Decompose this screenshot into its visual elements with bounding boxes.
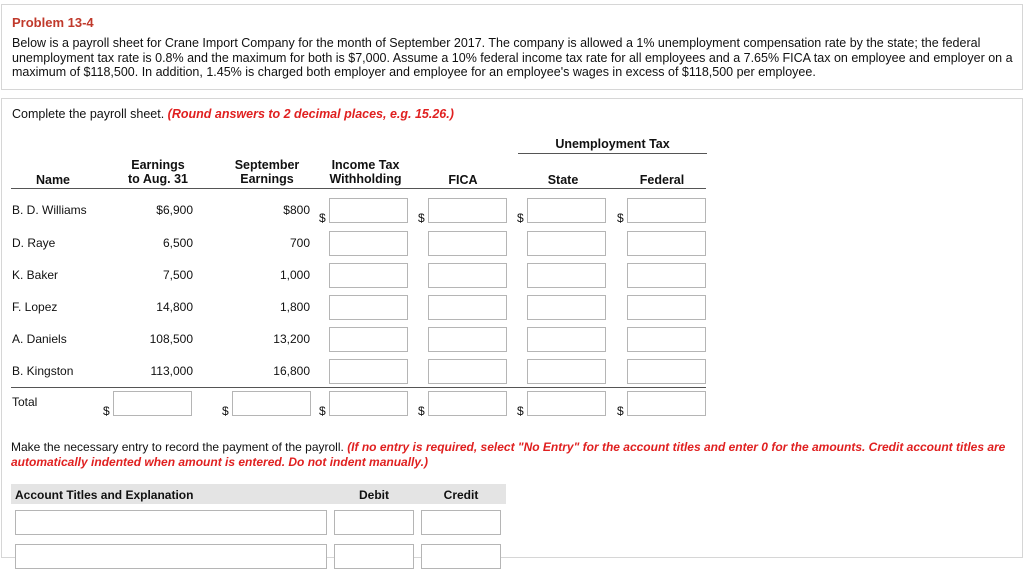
september-header: September Earnings bbox=[234, 158, 300, 186]
currency-symbol: $ bbox=[517, 404, 524, 418]
income-tax-input[interactable] bbox=[329, 295, 408, 320]
fica-header: FICA bbox=[448, 173, 478, 187]
september-earnings: 1,800 bbox=[279, 300, 310, 314]
currency-symbol: $ bbox=[103, 404, 110, 418]
federal-input[interactable] bbox=[627, 359, 706, 384]
instructions-text: Complete the payroll sheet. bbox=[12, 107, 165, 121]
problem-panel bbox=[1, 4, 1023, 90]
currency-symbol: $ bbox=[319, 211, 326, 225]
total-line bbox=[11, 387, 706, 388]
fica-input[interactable] bbox=[428, 359, 507, 384]
group-header-line bbox=[518, 153, 707, 154]
earnings-to-aug-31: 113,000 bbox=[150, 364, 193, 378]
employee-name: F. Lopez bbox=[12, 300, 58, 314]
fica-input[interactable] bbox=[428, 327, 507, 352]
state-input[interactable] bbox=[527, 359, 606, 384]
september-earnings: 13,200 bbox=[273, 332, 310, 346]
earnings-to-aug-31: 108,500 bbox=[149, 332, 193, 346]
currency-symbol: $ bbox=[418, 211, 425, 225]
total-federal-input[interactable] bbox=[627, 391, 706, 416]
earnings-header: Earnings to Aug. 31 bbox=[128, 158, 188, 186]
problem-description: Below is a payroll sheet for Crane Import Company for the month of September 2017. The company is allowed a 1% unemployment compensation rate by the state; the federal unemployment tax rate is 0.8% and the maximum for both is $7,000. Assume a 10% federal income tax rate for all employees and a 7.65% FICA tax on employee and employer on a maximum of $118,500. In addition, 1.45% is charged both employer and employee for an employee's wages in excess of $118,500 per employee. bbox=[12, 36, 1013, 80]
currency-symbol: $ bbox=[319, 404, 326, 418]
total-earnings-input[interactable] bbox=[113, 391, 192, 416]
entry-account-input-2[interactable] bbox=[15, 544, 327, 569]
payroll-panel bbox=[1, 98, 1023, 558]
total-fica-input[interactable] bbox=[428, 391, 507, 416]
income-tax-input[interactable] bbox=[329, 231, 408, 256]
state-header: State bbox=[547, 173, 579, 187]
income-tax-input[interactable] bbox=[329, 263, 408, 288]
september-earnings: 16,800 bbox=[273, 364, 310, 378]
employee-name: A. Daniels bbox=[12, 332, 67, 346]
september-earnings: 700 bbox=[289, 236, 310, 250]
account-titles-header: Account Titles and Explanation bbox=[15, 488, 194, 502]
earnings-to-aug-31: 6,500 bbox=[162, 236, 193, 250]
federal-input[interactable] bbox=[627, 263, 706, 288]
problem-title: Problem 13-4 bbox=[12, 15, 94, 30]
total-label: Total bbox=[12, 395, 38, 409]
income-tax-header: Income Tax Withholding bbox=[329, 158, 402, 186]
earnings-to-aug-31: 7,500 bbox=[162, 268, 193, 282]
currency-symbol: $ bbox=[617, 404, 624, 418]
fica-input[interactable] bbox=[428, 263, 507, 288]
currency-symbol: $ bbox=[222, 404, 229, 418]
state-input[interactable] bbox=[527, 295, 606, 320]
federal-input[interactable] bbox=[627, 231, 706, 256]
federal-input[interactable] bbox=[627, 198, 706, 223]
currency-symbol: $ bbox=[418, 404, 425, 418]
state-input[interactable] bbox=[527, 231, 606, 256]
income-tax-input[interactable] bbox=[329, 359, 408, 384]
september-earnings: 1,000 bbox=[279, 268, 310, 282]
employee-name: B. Kingston bbox=[12, 364, 74, 378]
earnings-to-aug-31: $6,900 bbox=[156, 203, 193, 217]
entry-credit-input[interactable] bbox=[421, 510, 501, 535]
entry-instructions bbox=[11, 440, 1011, 470]
unemployment-tax-header: Unemployment Tax bbox=[555, 137, 670, 151]
header-line bbox=[11, 188, 706, 189]
total-september-input[interactable] bbox=[232, 391, 311, 416]
income-tax-input[interactable] bbox=[329, 327, 408, 352]
employee-name: B. D. Williams bbox=[12, 203, 87, 217]
fica-input[interactable] bbox=[428, 231, 507, 256]
currency-symbol: $ bbox=[617, 211, 624, 225]
entry-instruction-note: (If no entry is required, select "No Entry" for the account titles and enter 0 for the amounts. Credit account titles are automatically indented when amount is entered. Do not indent manually.) bbox=[11, 440, 1006, 469]
state-input[interactable] bbox=[527, 327, 606, 352]
total-income-tax-input[interactable] bbox=[329, 391, 408, 416]
credit-header: Credit bbox=[443, 488, 479, 502]
name-header: Name bbox=[35, 173, 71, 187]
entry-debit-input[interactable] bbox=[334, 510, 414, 535]
entry-credit-input-2[interactable] bbox=[421, 544, 501, 569]
entry-account-input[interactable] bbox=[15, 510, 327, 535]
income-tax-input[interactable] bbox=[329, 198, 408, 223]
federal-header: Federal bbox=[639, 173, 685, 187]
instructions bbox=[12, 107, 454, 121]
debit-header: Debit bbox=[359, 488, 389, 502]
instructions-note: (Round answers to 2 decimal places, e.g. 15.26.) bbox=[167, 107, 454, 121]
entry-instruction-text: Make the necessary entry to record the payment of the payroll. bbox=[11, 440, 344, 454]
total-state-input[interactable] bbox=[527, 391, 606, 416]
september-earnings: $800 bbox=[283, 203, 310, 217]
currency-symbol: $ bbox=[517, 211, 524, 225]
fica-input[interactable] bbox=[428, 295, 507, 320]
state-input[interactable] bbox=[527, 198, 606, 223]
fica-input[interactable] bbox=[428, 198, 507, 223]
entry-debit-input-2[interactable] bbox=[334, 544, 414, 569]
employee-name: D. Raye bbox=[12, 236, 56, 250]
federal-input[interactable] bbox=[627, 295, 706, 320]
employee-name: K. Baker bbox=[12, 268, 59, 282]
federal-input[interactable] bbox=[627, 327, 706, 352]
earnings-to-aug-31: 14,800 bbox=[156, 300, 193, 314]
state-input[interactable] bbox=[527, 263, 606, 288]
